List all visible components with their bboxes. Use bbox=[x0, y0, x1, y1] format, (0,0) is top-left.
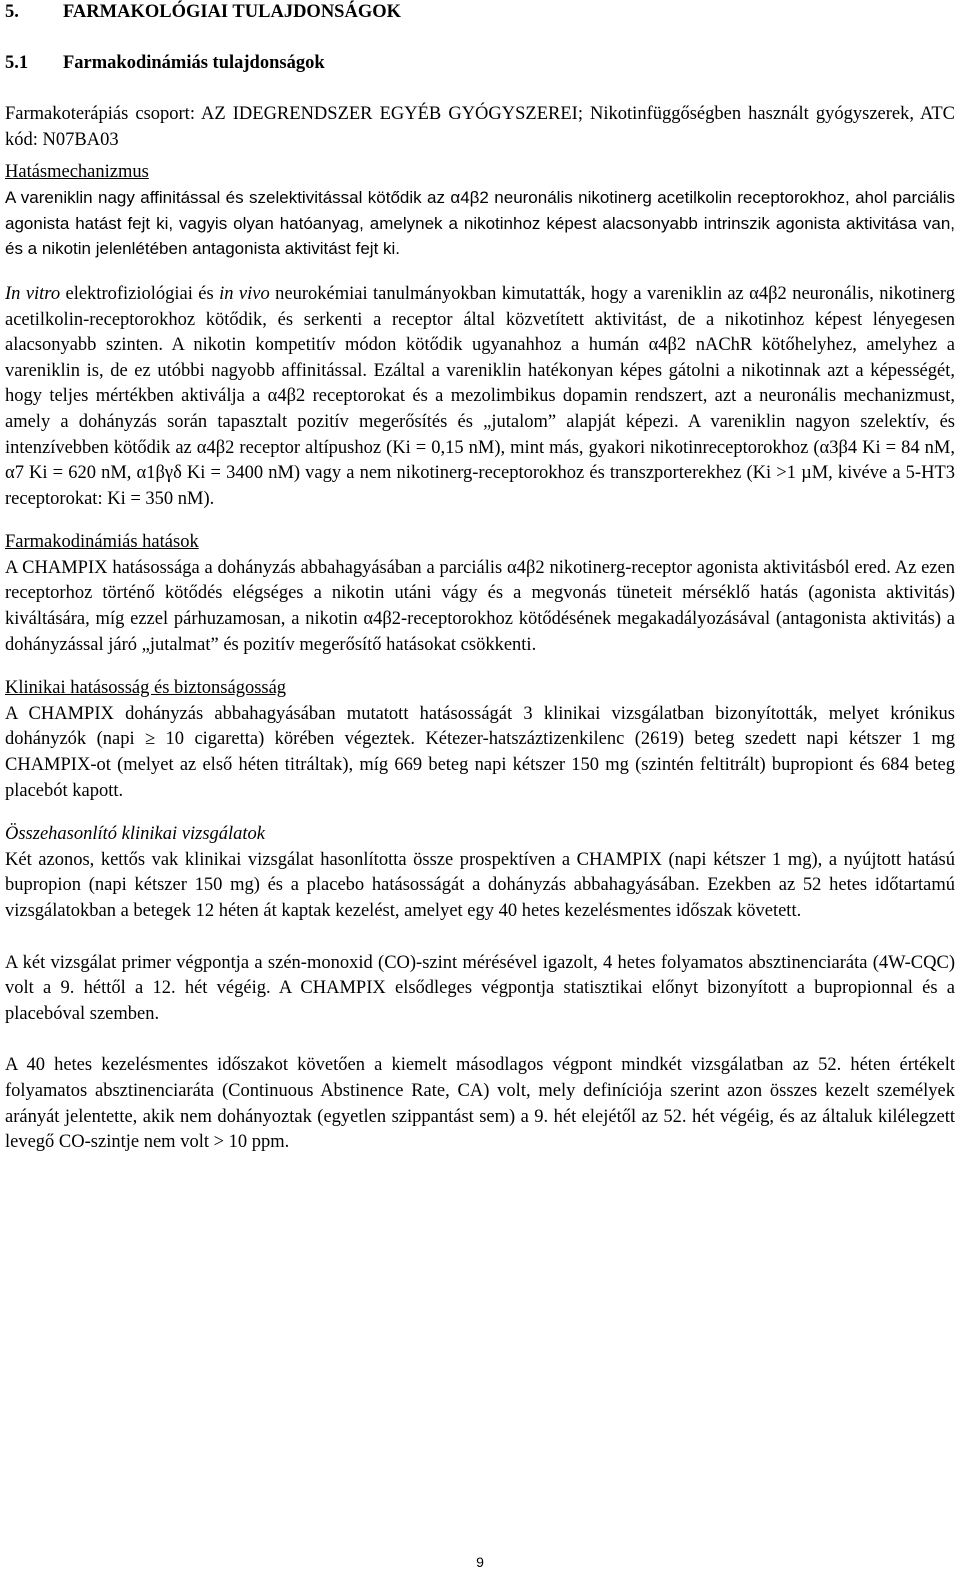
therapeutic-group: Farmakoterápiás csoport: AZ IDEGRENDSZER EGYÉB GYÓGYSZEREI; Nikotinfüggőségben használt gyógyszerek, ATC kód: N07BA03 bbox=[5, 104, 955, 150]
in-vivo-term: in vivo bbox=[219, 283, 270, 304]
in-vitro-text-2: neurokémiai tanulmányokban kimutatták, hogy a vareniklin az α4β2 neuronális, nikotinerg acetilkolin-receptorokhoz kötődik, és serkenti a receptor által közvetített aktivitást, de a nikotinhoz képest lényegesen alacsonyabb szinten. A nikotin kompetitív módon kötődik ugyanahhoz a humán α4β2 nAChR kötőhelyhez, amelyhez a vareniklin is, de ez utóbbi nagyobb affinitással. Ezáltal a vareniklin hatékonyan képes gátolni a nikotinnak azt a képességét, hogy teljes mértékben aktiválja a α4β2 receptorokat és a mezolimbikus dopamin rendszert, azt a neuronális mechanizmust, amely a dohányzás során tapasztalt pozitív megerősítés és „jutalom” alapját képezi. A vareniklin nagyon szelektív, és intenzívebben kötődik az α4β2 receptor altípushoz (Ki = 0,15 nM), mint más, gyakori nikotinreceptorokhoz (α3β4 Ki = 84 nM, α7 Ki = 620 nM, α1βγδ Ki = 3400 nM) vagy a nem nikotinerg-receptorokhoz és transzporterekhez (Ki >1 µM, kivéve a 5-HT3 receptorokat: Ki = 350 nM). bbox=[5, 283, 956, 509]
mechanism-text: A vareniklin nagy affinitással és szelektivitással kötődik az α4β2 neuronális nikotinerg acetilkolin receptorokhoz, ahol parciális agonista hatást fejt ki, vagyis olyan hatóanyag, amelynek a nikotinhoz képest alacsonyabb intrinszik agonista aktivitása van, és a nikotin jelenlétében antagonista aktivitást fejt ki. bbox=[5, 188, 955, 259]
mechanism-heading: Hatásmechanizmus bbox=[5, 161, 149, 182]
section-heading bbox=[5, 0, 955, 26]
section-title: FARMAKOLÓGIAI TULAJDONSÁGOK bbox=[63, 2, 401, 22]
comparative-trials-heading: Összehasonlító klinikai vizsgálatok bbox=[5, 824, 266, 845]
subsection-heading bbox=[5, 51, 955, 77]
comparative-trials-text: Két azonos, kettős vak klinikai vizsgálat hasonlította össze prospektíven a CHAMPIX (napi kétszer 1 mg), a nyújtott hatású bupropion (napi kétszer 150 mg) és a placebo hatásosságát a dohányzás abbahagyásában. Ezekben az 52 hetes időtartamú vizsgálatokban a betegek 12 héten át kaptak kezelést, amelyet egy 40 hetes kezelésmentes időszak követett. bbox=[5, 849, 955, 921]
in-vitro-text-1: elektrofiziológiai és bbox=[60, 283, 220, 304]
section-number: 5. bbox=[5, 2, 19, 22]
in-vitro-term: In vitro bbox=[5, 283, 61, 304]
page-number: 9 bbox=[476, 1554, 484, 1570]
document-page bbox=[5, 0, 955, 1156]
pharmacodynamic-effects-heading: Farmakodinámiás hatások bbox=[5, 532, 199, 553]
in-vitro-paragraph bbox=[5, 282, 955, 512]
clinical-efficacy-heading: Klinikai hatásosság és biztonságosság bbox=[5, 678, 287, 699]
clinical-efficacy-text: A CHAMPIX dohányzás abbahagyásában mutatott hatásosságát 3 klinikai vizsgálatban bizonyították, melyet krónikus dohányzók (napi ≥ 10 cigaretta) körében végeztek. Kétezer-hatszáztizenkilenc (2619) beteg szedett napi kétszer 1 mg CHAMPIX-ot (melyet az első héten titráltak), míg 669 beteg napi kétszer 150 mg (szintén feltitrált) bupropiont és 684 beteg placebót kapott. bbox=[5, 703, 955, 801]
secondary-endpoint-text: A 40 hetes kezelésmentes időszakot követően a kiemelt másodlagos végpont mindkét vizsgálatban az 52. héten értékelt folyamatos absztinenciaráta (Continuous Abstinence Rate, CA) volt, mely definíciója szerint azon összes kezelt személyek arányát jelentette, akik nem dohányoztak (egyetlen szippantást sem) a 9. hét elejétől az 52. hét végéig, és az általuk kilélegzett levegő CO-szintje nem volt > 10 ppm. bbox=[5, 1055, 955, 1153]
primary-endpoint-text: A két vizsgálat primer végpontja a szén-monoxid (CO)-szint mérésével igazolt, 4 hetes folyamatos absztinenciaráta (4W-CQC) volt a 9. héttől a 12. hét végéig. A CHAMPIX elsődleges végpontja statisztikai előnyt bizonyított a bupropionnal és a placebóval szemben. bbox=[5, 952, 955, 1024]
pharmacodynamic-effects-text: A CHAMPIX hatásossága a dohányzás abbahagyásában a parciális α4β2 nikotinerg-receptor agonista aktivitásból ered. Az ezen receptorhoz történő kötődés elégséges a nikotin utáni vágy és a megvonás tüneteit mérséklő hatás (agonista aktivitás) kiváltására, míg ezzel párhuzamosan, a nikotin α4β2-receptorokhoz kötődésének megakadályozásával (antagonista aktivitás) a dohányzással járó „jutalmat” és pozitív megerősítő hatásokat csökkenti. bbox=[5, 557, 955, 655]
subsection-title: Farmakodinámiás tulajdonságok bbox=[63, 53, 325, 74]
subsection-number: 5.1 bbox=[5, 53, 29, 74]
